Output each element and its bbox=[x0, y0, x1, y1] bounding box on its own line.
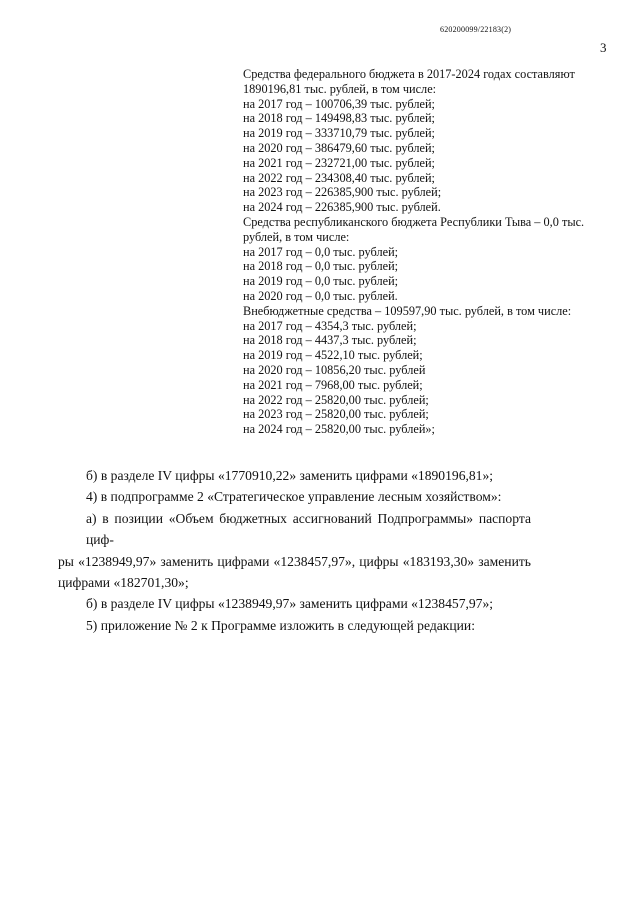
extrabudget-intro-line: Внебюджетные средства – 109597,90 тыс. рублей, в том числе: bbox=[243, 303, 572, 318]
paragraph: 4) в подпрограмме 2 «Стратегическое управление лесным хозяйством»: bbox=[86, 489, 502, 505]
republic-year-line: на 2019 год – 0,0 тыс. рублей; bbox=[243, 274, 399, 289]
paragraph-line: цифрами «182701,30»; bbox=[58, 575, 189, 591]
federal-year-line: на 2022 год – 234308,40 тыс. рублей; bbox=[243, 170, 435, 185]
extrabudget-year-line: на 2017 год – 4354,3 тыс. рублей; bbox=[243, 318, 417, 333]
document-id: 620200099/22183(2) bbox=[440, 25, 512, 34]
extrabudget-year-line: на 2019 год – 4522,10 тыс. рублей; bbox=[243, 348, 423, 363]
federal-year-line: на 2017 год – 100706,39 тыс. рублей; bbox=[243, 96, 435, 111]
federal-intro-line: 1890196,81 тыс. рублей, в том числе: bbox=[243, 81, 437, 96]
republic-year-line: на 2018 год – 0,0 тыс. рублей; bbox=[243, 259, 399, 274]
federal-year-line: на 2024 год – 226385,900 тыс. рублей. bbox=[243, 200, 441, 215]
republic-intro-line: Средства республиканского бюджета Республики Тыва – 0,0 тыс. bbox=[243, 214, 585, 229]
extrabudget-year-line: на 2024 год – 25820,00 тыс. рублей»; bbox=[243, 422, 435, 437]
republic-year-line: на 2020 год – 0,0 тыс. рублей. bbox=[243, 288, 398, 303]
paragraph-line: ры «1238949,97» заменить цифрами «1238457,97», цифры «183193,30» заменить bbox=[58, 553, 531, 569]
paragraph: б) в разделе IV цифры «1770910,22» заменить цифрами «1890196,81»; bbox=[86, 468, 494, 483]
extrabudget-year-line: на 2018 год – 4437,3 тыс. рублей; bbox=[243, 333, 417, 348]
federal-intro-line: Средства федерального бюджета в 2017-2024 годах составляют bbox=[243, 67, 575, 81]
extrabudget-year-line: на 2021 год – 7968,00 тыс. рублей; bbox=[243, 377, 423, 392]
federal-year-line: на 2023 год – 226385,900 тыс. рублей; bbox=[243, 185, 442, 200]
republic-year-line: на 2017 год – 0,0 тыс. рублей; bbox=[243, 244, 399, 259]
federal-year-line: на 2020 год – 386479,60 тыс. рублей; bbox=[243, 140, 435, 155]
federal-year-line: на 2018 год – 149498,83 тыс. рублей; bbox=[243, 111, 435, 126]
paragraph: б) в разделе IV цифры «1238949,97» заменить цифрами «1238457,97»; bbox=[86, 596, 494, 612]
body-text bbox=[58, 465, 531, 636]
federal-year-line: на 2019 год – 333710,79 тыс. рублей; bbox=[243, 126, 435, 141]
extrabudget-year-line: на 2020 год – 10856,20 тыс. рублей bbox=[243, 362, 426, 377]
federal-year-line: на 2021 год – 232721,00 тыс. рублей; bbox=[243, 155, 435, 170]
paragraph: 5) приложение № 2 к Программе изложить в следующей редакции: bbox=[86, 617, 475, 633]
extrabudget-year-line: на 2023 год – 25820,00 тыс. рублей; bbox=[243, 407, 429, 422]
funding-block bbox=[243, 67, 615, 437]
republic-intro-line: рублей, в том числе: bbox=[243, 229, 350, 244]
paragraph-line: а) в позиции «Объем бюджетных ассигнований Подпрограммы» паспорта циф- bbox=[86, 510, 531, 548]
page-number: 3 bbox=[600, 40, 607, 55]
extrabudget-year-line: на 2022 год – 25820,00 тыс. рублей; bbox=[243, 392, 429, 407]
